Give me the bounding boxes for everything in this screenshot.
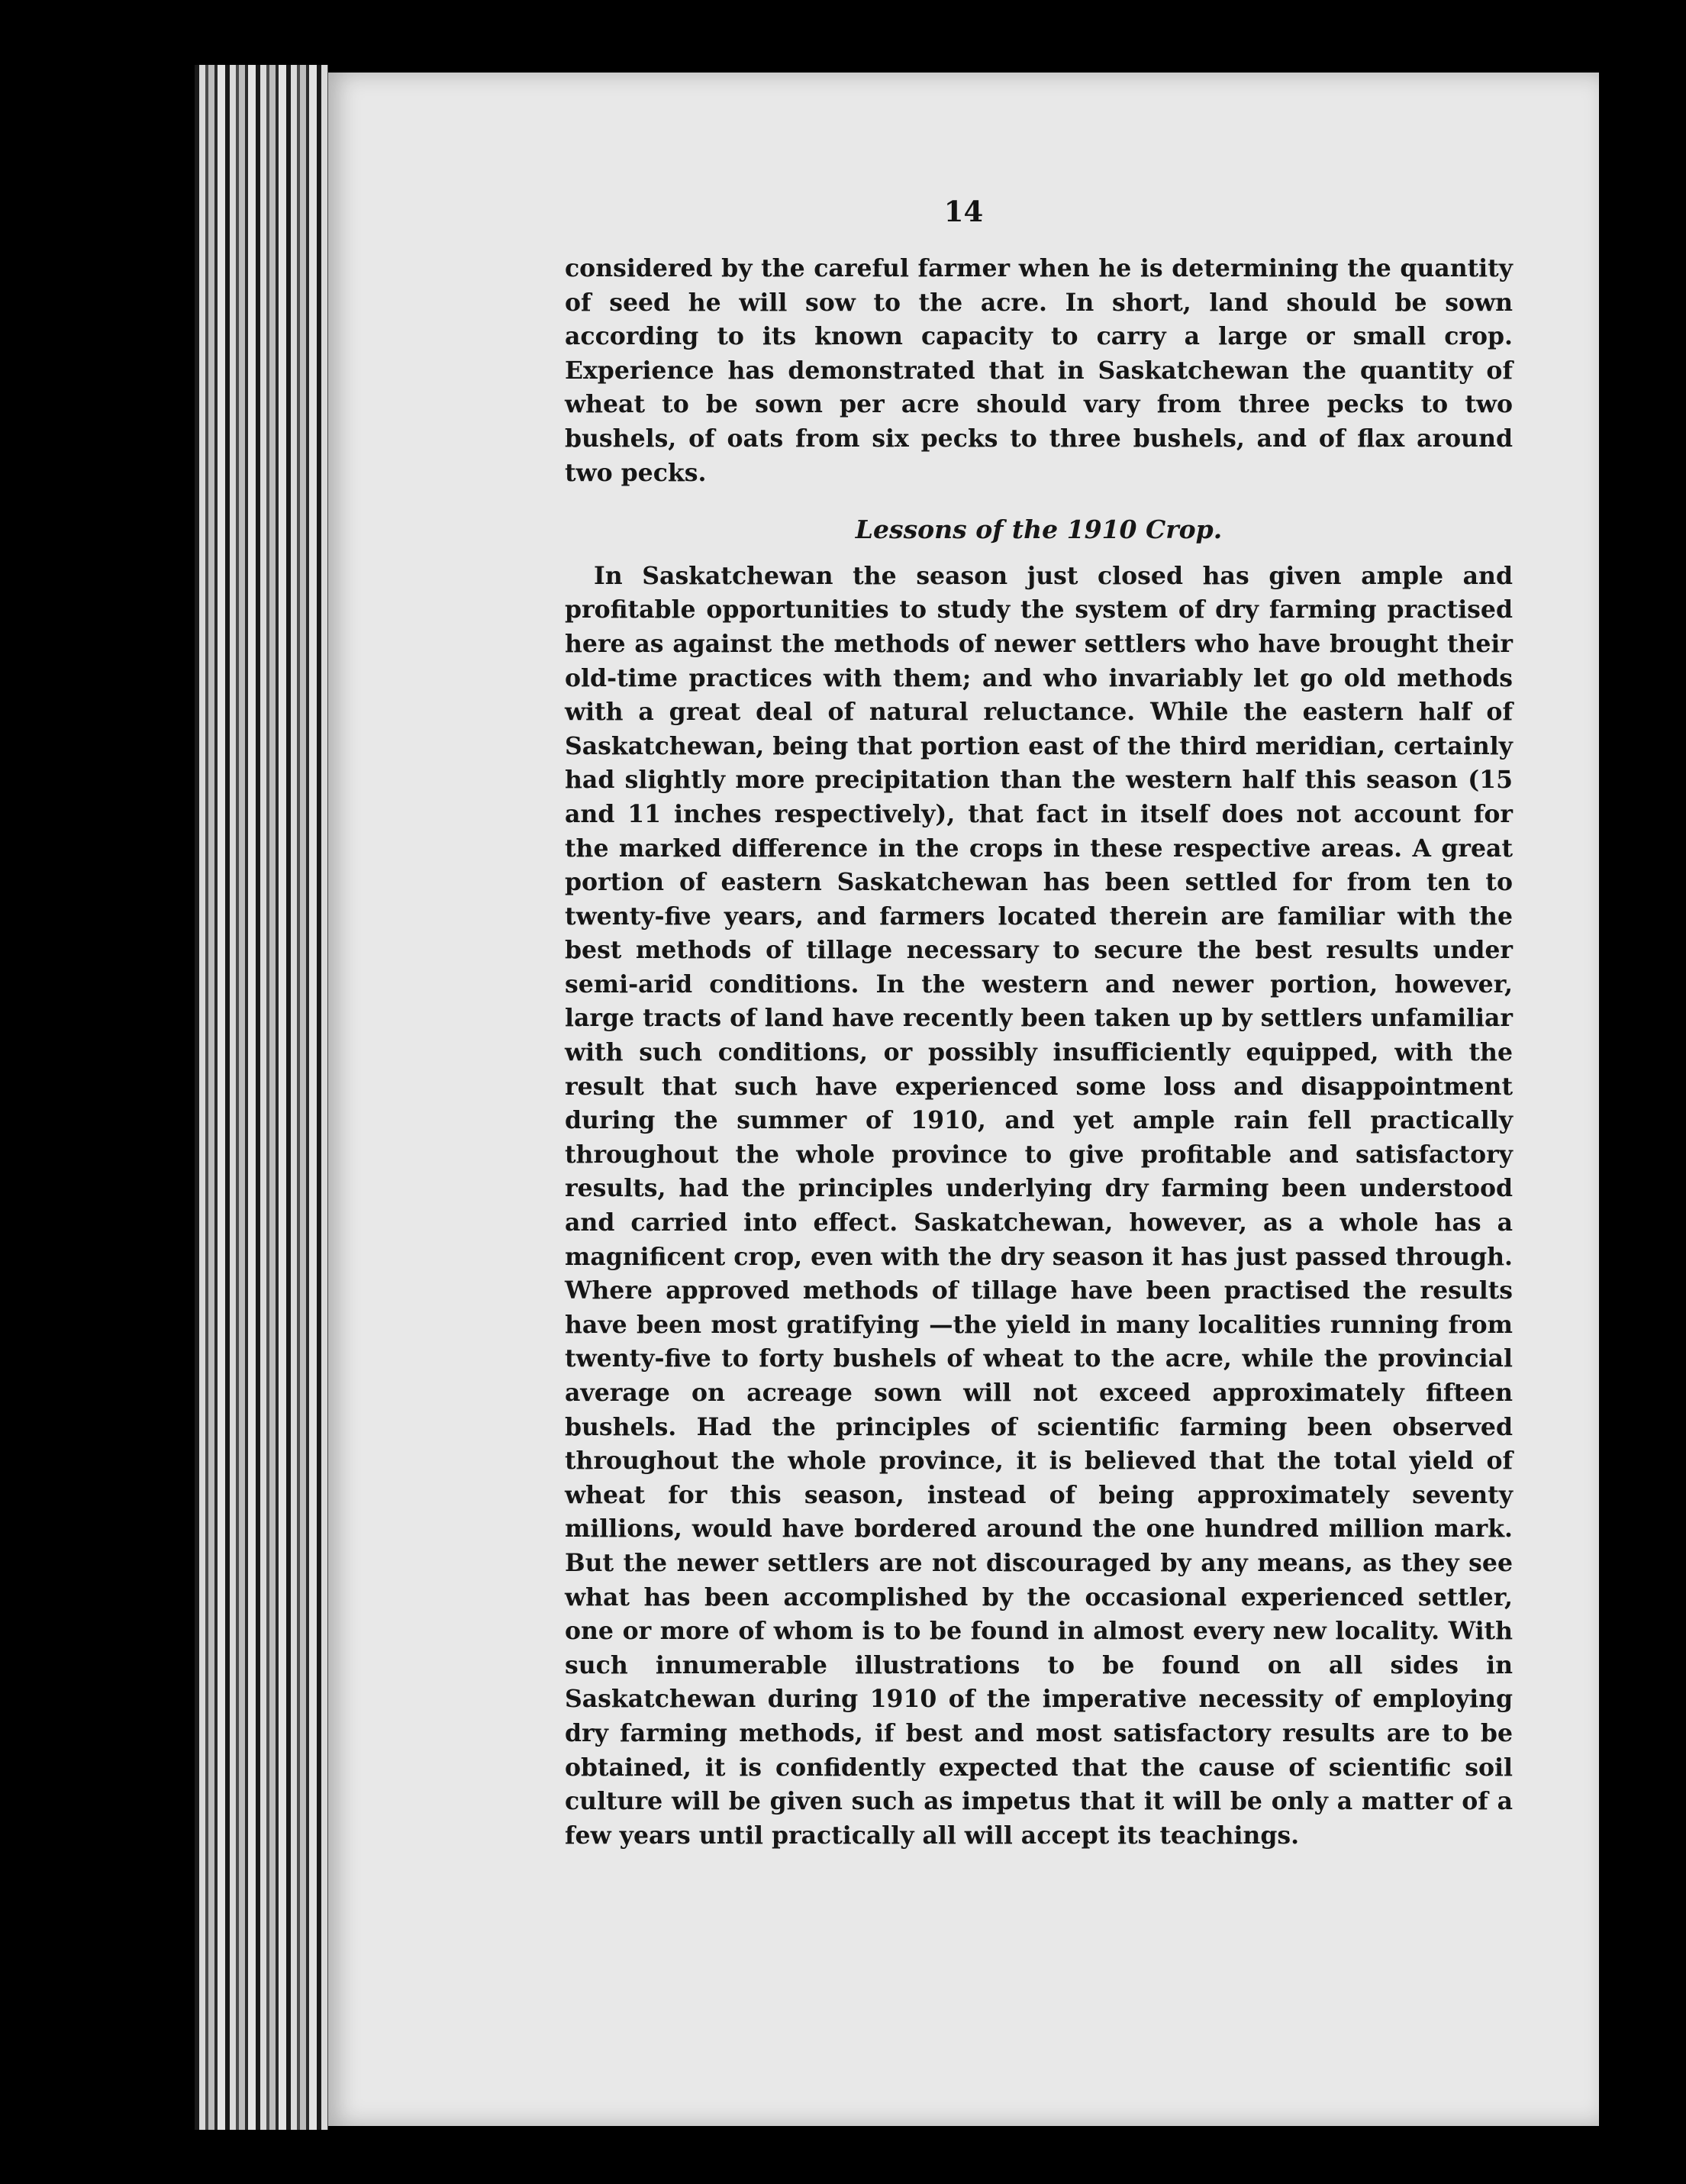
intro-paragraph: considered by the careful farmer when he is determining the quantity of seed he will sow to the acre. In short, land should be sown according to its known capacity to carry a large or small crop. Experience has demonstrated that in Saskatchewan the quantity of wheat to be sown per acre should vary from three pecks to two bushels, of oats from six pecks to three bushels, and of flax around two pecks. [565, 254, 1513, 487]
book-page-edges [195, 65, 328, 2130]
page-number: 14 [943, 195, 984, 228]
document-page [328, 73, 1599, 2126]
section-heading: Lessons of the 1910 Crop. [855, 515, 1223, 545]
body-paragraph: In Saskatchewan the season just closed has given ample and profitable opportunities to study the system of dry farming practised here as against the methods of newer settlers who have brought their old-time practices with them; and who invariably let go old methods with a great deal of natural reluctance. While the eastern half of Saskatchewan, being that portion east of the third meridian, certainly had slightly more precipitation than the western half this season (15 and 11 inches respectively), that fact in itself does not account for the marked difference in the crops in these respective areas. A great portion of eastern Saskatchewan has been settled for from ten to twenty-five years, and farmers located therein are familiar with the best methods of tillage necessary to secure the best results under semi-arid conditions. In the western and newer portion, however, large tracts of land have recently been taken up by settlers unfamiliar with such conditions, or possibly insufficiently equipped, with the result that such have experienced some loss and disappointment during the summer of 1910, and yet ample rain fell practically throughout the whole province to give profitable and satisfactory results, had the principles underlying dry farming been understood and carried into effect. Saskatchewan, however, as a whole has a magnificent crop, even with the dry season it has just passed through. Where approved methods of tillage have been practised the results have been most gratifying —the yield in many localities running from twenty-five to forty bushels of wheat to the acre, while the provincial average on acreage sown will not exceed approximately fifteen bushels. Had the principles of scientific farming been observed throughout the whole province, it is believed that the total yield of wheat for this season, instead of being approximately seventy millions, would have bordered around the one hundred million mark. But the newer settlers are not discouraged by any means, as they see what has been accomplished by the occasional experienced settler, one or more of whom is to be found in almost every new locality. With such innumerable illustrations to be found on all sides in Saskatchewan during 1910 of the imperative necessity of employing dry farming methods, if best and most satisfactory results are to be obtained, it is confidently expected that the cause of scientific soil culture will be given such as impetus that it will be only a matter of a few years until practically all will accept its teachings. [565, 561, 1513, 1850]
page-text [565, 252, 1513, 1853]
